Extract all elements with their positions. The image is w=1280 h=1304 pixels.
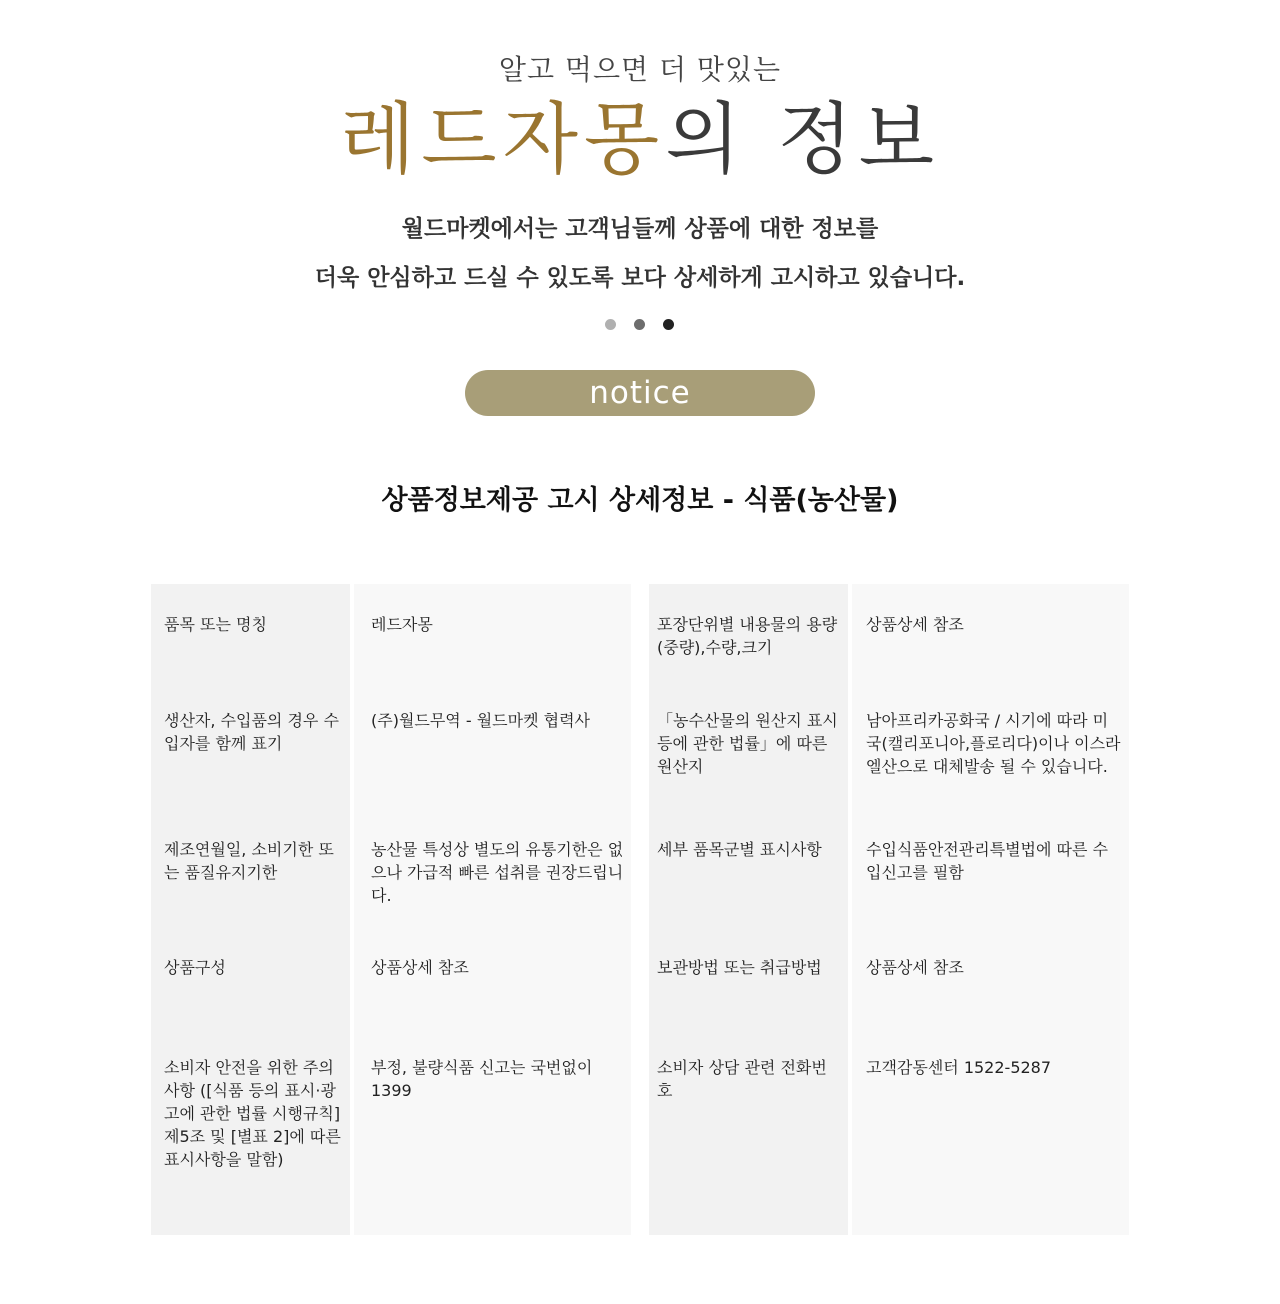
value-column-left xyxy=(354,584,631,1235)
pagination-dot-2[interactable] xyxy=(634,319,645,330)
row-5-value-right: 고객감동센터 1522-5287 xyxy=(866,1058,1052,1077)
page-subtitle: 알고 먹으면 더 맛있는 xyxy=(498,53,782,86)
row-1-value-left: 레드자몽 xyxy=(371,615,433,634)
row-5-label-left: 소비자 안전을 위한 주의사항 ([식품 등의 표시·광고에 관한 법률 시행규칙] 제5조 및 [별표 2]에 따른 표시사항을 말함) xyxy=(164,1058,341,1169)
row-4-label-right: 보관방법 또는 취급방법 xyxy=(657,958,822,977)
row-2-label-left: 생산자, 수입품의 경우 수입자를 함께 표기 xyxy=(164,711,339,753)
notice-badge: notice xyxy=(465,370,815,416)
row-2-value-left: (주)월드무역 - 월드마켓 협력사 xyxy=(371,711,590,730)
product-info-table xyxy=(151,584,1129,1235)
section-title: 상품정보제공 고시 상세정보 - 식품(농산물) xyxy=(381,485,899,516)
page-title xyxy=(0,92,1280,188)
description-line-2: 더욱 안심하고 드실 수 있도록 보다 상세하게 고시하고 있습니다. xyxy=(314,265,966,291)
row-4-value-left: 상품상세 참조 xyxy=(371,958,469,977)
row-4-value-right: 상품상세 참조 xyxy=(866,958,964,977)
description-line-1: 월드마켓에서는 고객님들께 상품에 대한 정보를 xyxy=(401,216,879,242)
title-rest: 의 정보 xyxy=(665,95,941,185)
row-3-label-left: 제조연월일, 소비기한 또는 품질유지기한 xyxy=(164,840,334,882)
label-column-right xyxy=(649,584,848,1235)
row-3-value-right: 수입식품안전관리특별법에 따른 수입신고를 필함 xyxy=(866,840,1109,882)
row-1-label-left: 품목 또는 명칭 xyxy=(164,615,267,634)
value-column-right xyxy=(852,584,1129,1235)
row-3-label-right: 세부 품목군별 표시사항 xyxy=(657,840,822,859)
pagination-dot-3[interactable] xyxy=(663,319,674,330)
pagination-dot-1[interactable] xyxy=(605,319,616,330)
row-5-label-right: 소비자 상담 관련 전화번호 xyxy=(657,1058,827,1100)
row-5-value-left: 부정, 불량식품 신고는 국번없이 1399 xyxy=(371,1058,593,1100)
row-1-value-right: 상품상세 참조 xyxy=(866,615,964,634)
row-2-label-right: 「농수산물의 원산지 표시 등에 관한 법률」에 따른 원산지 xyxy=(657,711,838,776)
row-1-label-right: 포장단위별 내용물의 용량(중량),수량,크기 xyxy=(657,615,838,657)
row-4-label-left: 상품구성 xyxy=(164,958,226,977)
row-3-value-left: 농산물 특성상 별도의 유통기한은 없으나 가급적 빠른 섭취를 권장드립니다. xyxy=(371,840,624,905)
pagination-dots xyxy=(605,319,677,331)
row-2-value-right: 남아프리카공화국 / 시기에 따라 미국(캘리포니아,플로리다)이나 이스라엘산으로 대체발송 될 수 있습니다. xyxy=(866,711,1121,776)
title-brand: 레드자몽 xyxy=(339,95,666,185)
